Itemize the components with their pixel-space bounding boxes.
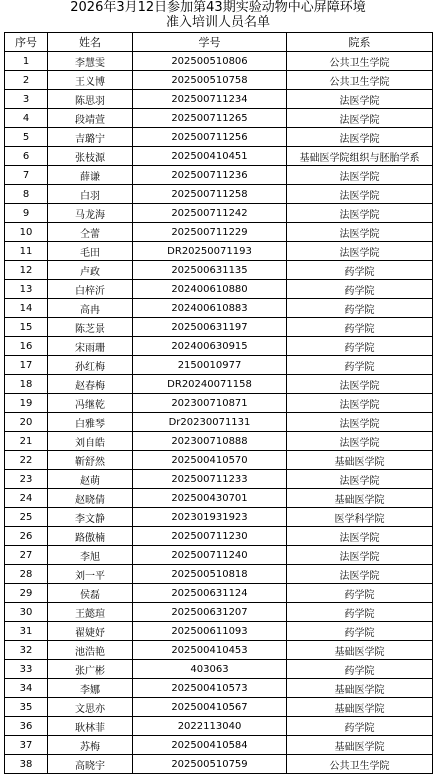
cell-department: 药学院 — [287, 356, 433, 375]
cell-department: 基础医学院 — [287, 679, 433, 698]
table-row — [5, 71, 433, 90]
cell-department: 公共卫生学院 — [287, 755, 433, 774]
table-row — [5, 508, 433, 527]
cell-student-id: 202500711240 — [133, 546, 287, 565]
cell-student-id: 202500410584 — [133, 736, 287, 755]
cell-name: 李慧雯 — [48, 52, 133, 71]
cell-student-id: 202500631135 — [133, 261, 287, 280]
cell-student-id: 202500510818 — [133, 565, 287, 584]
cell-name: 王懿瑄 — [48, 603, 133, 622]
cell-department: 法医学院 — [287, 223, 433, 242]
cell-student-id: 202400630915 — [133, 337, 287, 356]
table-row — [5, 622, 433, 641]
cell-name: 冯继乾 — [48, 394, 133, 413]
roster-body — [5, 52, 433, 774]
cell-index: 9 — [5, 204, 48, 223]
cell-index: 11 — [5, 242, 48, 261]
cell-department: 药学院 — [287, 280, 433, 299]
cell-department: 法医学院 — [287, 109, 433, 128]
cell-index: 33 — [5, 660, 48, 679]
cell-department: 药学院 — [287, 318, 433, 337]
cell-department: 公共卫生学院 — [287, 52, 433, 71]
document-title: 2026年3月12日参加第43期实验动物中心屏障环境 — [70, 0, 366, 15]
cell-index: 26 — [5, 527, 48, 546]
table-header-row — [5, 33, 433, 52]
table-row — [5, 242, 433, 261]
table-row — [5, 641, 433, 660]
cell-department: 药学院 — [287, 622, 433, 641]
cell-name: 毛田 — [48, 242, 133, 261]
table-row — [5, 337, 433, 356]
table-row — [5, 166, 433, 185]
cell-department: 基础医学院 — [287, 736, 433, 755]
cell-student-id: 2022113040 — [133, 717, 287, 736]
cell-index: 15 — [5, 318, 48, 337]
cell-name: 池浩艳 — [48, 641, 133, 660]
table-row — [5, 660, 433, 679]
cell-index: 7 — [5, 166, 48, 185]
table-row — [5, 204, 433, 223]
cell-index: 21 — [5, 432, 48, 451]
table-row — [5, 546, 433, 565]
roster-table — [4, 32, 433, 774]
cell-name: 刘一平 — [48, 565, 133, 584]
cell-index: 37 — [5, 736, 48, 755]
cell-index: 3 — [5, 90, 48, 109]
cell-department: 药学院 — [287, 261, 433, 280]
cell-index: 35 — [5, 698, 48, 717]
cell-department: 药学院 — [287, 299, 433, 318]
cell-index: 38 — [5, 755, 48, 774]
cell-index: 13 — [5, 280, 48, 299]
cell-index: 5 — [5, 128, 48, 147]
cell-student-id: 202500631197 — [133, 318, 287, 337]
cell-index: 28 — [5, 565, 48, 584]
cell-name: 靳舒然 — [48, 451, 133, 470]
table-row — [5, 451, 433, 470]
cell-name: 张广彬 — [48, 660, 133, 679]
table-row — [5, 261, 433, 280]
table-row — [5, 603, 433, 622]
table-row — [5, 318, 433, 337]
cell-department: 基础医学院 — [287, 451, 433, 470]
cell-department: 法医学院 — [287, 185, 433, 204]
cell-student-id: 202400610880 — [133, 280, 287, 299]
cell-name: 李旭 — [48, 546, 133, 565]
cell-name: 翟婕妤 — [48, 622, 133, 641]
cell-name: 赵晓倩 — [48, 489, 133, 508]
cell-department: 法医学院 — [287, 470, 433, 489]
cell-student-id: 202500711265 — [133, 109, 287, 128]
cell-student-id: DR20250071193 — [133, 242, 287, 261]
cell-index: 23 — [5, 470, 48, 489]
cell-index: 1 — [5, 52, 48, 71]
cell-name: 宋雨珊 — [48, 337, 133, 356]
table-row — [5, 223, 433, 242]
cell-department: 法医学院 — [287, 432, 433, 451]
cell-name: 白雅琴 — [48, 413, 133, 432]
cell-index: 6 — [5, 147, 48, 166]
table-row — [5, 527, 433, 546]
cell-department: 药学院 — [287, 603, 433, 622]
cell-student-id: 202500410567 — [133, 698, 287, 717]
cell-student-id: 202500631124 — [133, 584, 287, 603]
cell-department: 基础医学院 — [287, 489, 433, 508]
cell-student-id: 202500510758 — [133, 71, 287, 90]
cell-student-id: 202500611093 — [133, 622, 287, 641]
cell-department: 法医学院 — [287, 242, 433, 261]
cell-name: 文思亦 — [48, 698, 133, 717]
cell-department: 医学科学院 — [287, 508, 433, 527]
cell-index: 25 — [5, 508, 48, 527]
cell-student-id: 202500711242 — [133, 204, 287, 223]
cell-student-id: Dr20230071131 — [133, 413, 287, 432]
cell-index: 30 — [5, 603, 48, 622]
cell-index: 17 — [5, 356, 48, 375]
cell-department: 药学院 — [287, 584, 433, 603]
cell-department: 法医学院 — [287, 375, 433, 394]
cell-index: 16 — [5, 337, 48, 356]
table-row — [5, 755, 433, 774]
cell-student-id: 202500711256 — [133, 128, 287, 147]
column-header-student-id: 学号 — [133, 33, 287, 52]
table-row — [5, 736, 433, 755]
cell-name: 孙红梅 — [48, 356, 133, 375]
cell-student-id: 202500410451 — [133, 147, 287, 166]
cell-department: 药学院 — [287, 660, 433, 679]
cell-student-id: 202500711258 — [133, 185, 287, 204]
cell-department: 药学院 — [287, 717, 433, 736]
cell-student-id: 202500410453 — [133, 641, 287, 660]
cell-student-id: 202500711230 — [133, 527, 287, 546]
cell-department: 基础医学院 — [287, 698, 433, 717]
table-row — [5, 679, 433, 698]
cell-student-id: 202301931923 — [133, 508, 287, 527]
cell-department: 法医学院 — [287, 128, 433, 147]
cell-department: 法医学院 — [287, 546, 433, 565]
cell-student-id: 202500711236 — [133, 166, 287, 185]
cell-student-id: 202500711233 — [133, 470, 287, 489]
cell-student-id: 202300710888 — [133, 432, 287, 451]
table-row — [5, 280, 433, 299]
table-row — [5, 299, 433, 318]
cell-name: 陈思羽 — [48, 90, 133, 109]
cell-name: 陈芝景 — [48, 318, 133, 337]
cell-index: 14 — [5, 299, 48, 318]
cell-name: 吉璐宁 — [48, 128, 133, 147]
cell-department: 基础医学院组织与胚胎学系 — [287, 147, 433, 166]
cell-student-id: 2150010977 — [133, 356, 287, 375]
cell-name: 李娜 — [48, 679, 133, 698]
cell-student-id: 202500410573 — [133, 679, 287, 698]
cell-name: 路傲楠 — [48, 527, 133, 546]
cell-name: 薛谦 — [48, 166, 133, 185]
cell-name: 马龙海 — [48, 204, 133, 223]
cell-index: 20 — [5, 413, 48, 432]
table-row — [5, 698, 433, 717]
cell-index: 27 — [5, 546, 48, 565]
cell-name: 张枝源 — [48, 147, 133, 166]
cell-name: 耿林菲 — [48, 717, 133, 736]
cell-student-id: 202500430701 — [133, 489, 287, 508]
cell-index: 36 — [5, 717, 48, 736]
cell-index: 8 — [5, 185, 48, 204]
table-row — [5, 565, 433, 584]
cell-department: 法医学院 — [287, 166, 433, 185]
cell-name: 王义博 — [48, 71, 133, 90]
table-row — [5, 185, 433, 204]
cell-student-id: 202500510806 — [133, 52, 287, 71]
cell-student-id: 202500510759 — [133, 755, 287, 774]
cell-index: 24 — [5, 489, 48, 508]
cell-name: 仝蕾 — [48, 223, 133, 242]
document-subtitle: 准入培训人员名单 — [165, 15, 270, 30]
cell-index: 34 — [5, 679, 48, 698]
cell-name: 苏梅 — [48, 736, 133, 755]
cell-department: 药学院 — [287, 337, 433, 356]
cell-index: 32 — [5, 641, 48, 660]
column-header-department: 院系 — [287, 33, 433, 52]
cell-index: 10 — [5, 223, 48, 242]
cell-index: 22 — [5, 451, 48, 470]
cell-name: 白羽 — [48, 185, 133, 204]
cell-index: 18 — [5, 375, 48, 394]
table-row — [5, 52, 433, 71]
cell-department: 法医学院 — [287, 413, 433, 432]
cell-department: 法医学院 — [287, 394, 433, 413]
cell-index: 29 — [5, 584, 48, 603]
cell-name: 赵萌 — [48, 470, 133, 489]
cell-department: 法医学院 — [287, 527, 433, 546]
table-row — [5, 147, 433, 166]
cell-name: 赵春梅 — [48, 375, 133, 394]
cell-department: 法医学院 — [287, 204, 433, 223]
cell-student-id: 202500711234 — [133, 90, 287, 109]
cell-student-id: 202300710871 — [133, 394, 287, 413]
cell-index: 12 — [5, 261, 48, 280]
cell-index: 19 — [5, 394, 48, 413]
column-header-name: 姓名 — [48, 33, 133, 52]
table-row — [5, 413, 433, 432]
cell-department: 法医学院 — [287, 90, 433, 109]
cell-index: 2 — [5, 71, 48, 90]
table-row — [5, 717, 433, 736]
cell-name: 刘自皓 — [48, 432, 133, 451]
cell-index: 4 — [5, 109, 48, 128]
table-row — [5, 109, 433, 128]
table-row — [5, 128, 433, 147]
cell-student-id: 202400610883 — [133, 299, 287, 318]
cell-student-id: 403063 — [133, 660, 287, 679]
table-row — [5, 432, 433, 451]
cell-student-id: 202500711229 — [133, 223, 287, 242]
cell-name: 李文静 — [48, 508, 133, 527]
table-row — [5, 375, 433, 394]
cell-name: 高晓宇 — [48, 755, 133, 774]
cell-index: 31 — [5, 622, 48, 641]
cell-name: 侯磊 — [48, 584, 133, 603]
cell-student-id: 202500410570 — [133, 451, 287, 470]
table-row — [5, 470, 433, 489]
table-row — [5, 356, 433, 375]
cell-department: 法医学院 — [287, 565, 433, 584]
table-row — [5, 90, 433, 109]
cell-name: 白梓沂 — [48, 280, 133, 299]
cell-department: 基础医学院 — [287, 641, 433, 660]
cell-student-id: 202500631207 — [133, 603, 287, 622]
cell-name: 段靖萱 — [48, 109, 133, 128]
cell-student-id: DR20240071158 — [133, 375, 287, 394]
table-row — [5, 489, 433, 508]
column-header-index: 序号 — [5, 33, 48, 52]
cell-name: 卢政 — [48, 261, 133, 280]
cell-department: 公共卫生学院 — [287, 71, 433, 90]
table-row — [5, 584, 433, 603]
table-row — [5, 394, 433, 413]
cell-name: 高冉 — [48, 299, 133, 318]
